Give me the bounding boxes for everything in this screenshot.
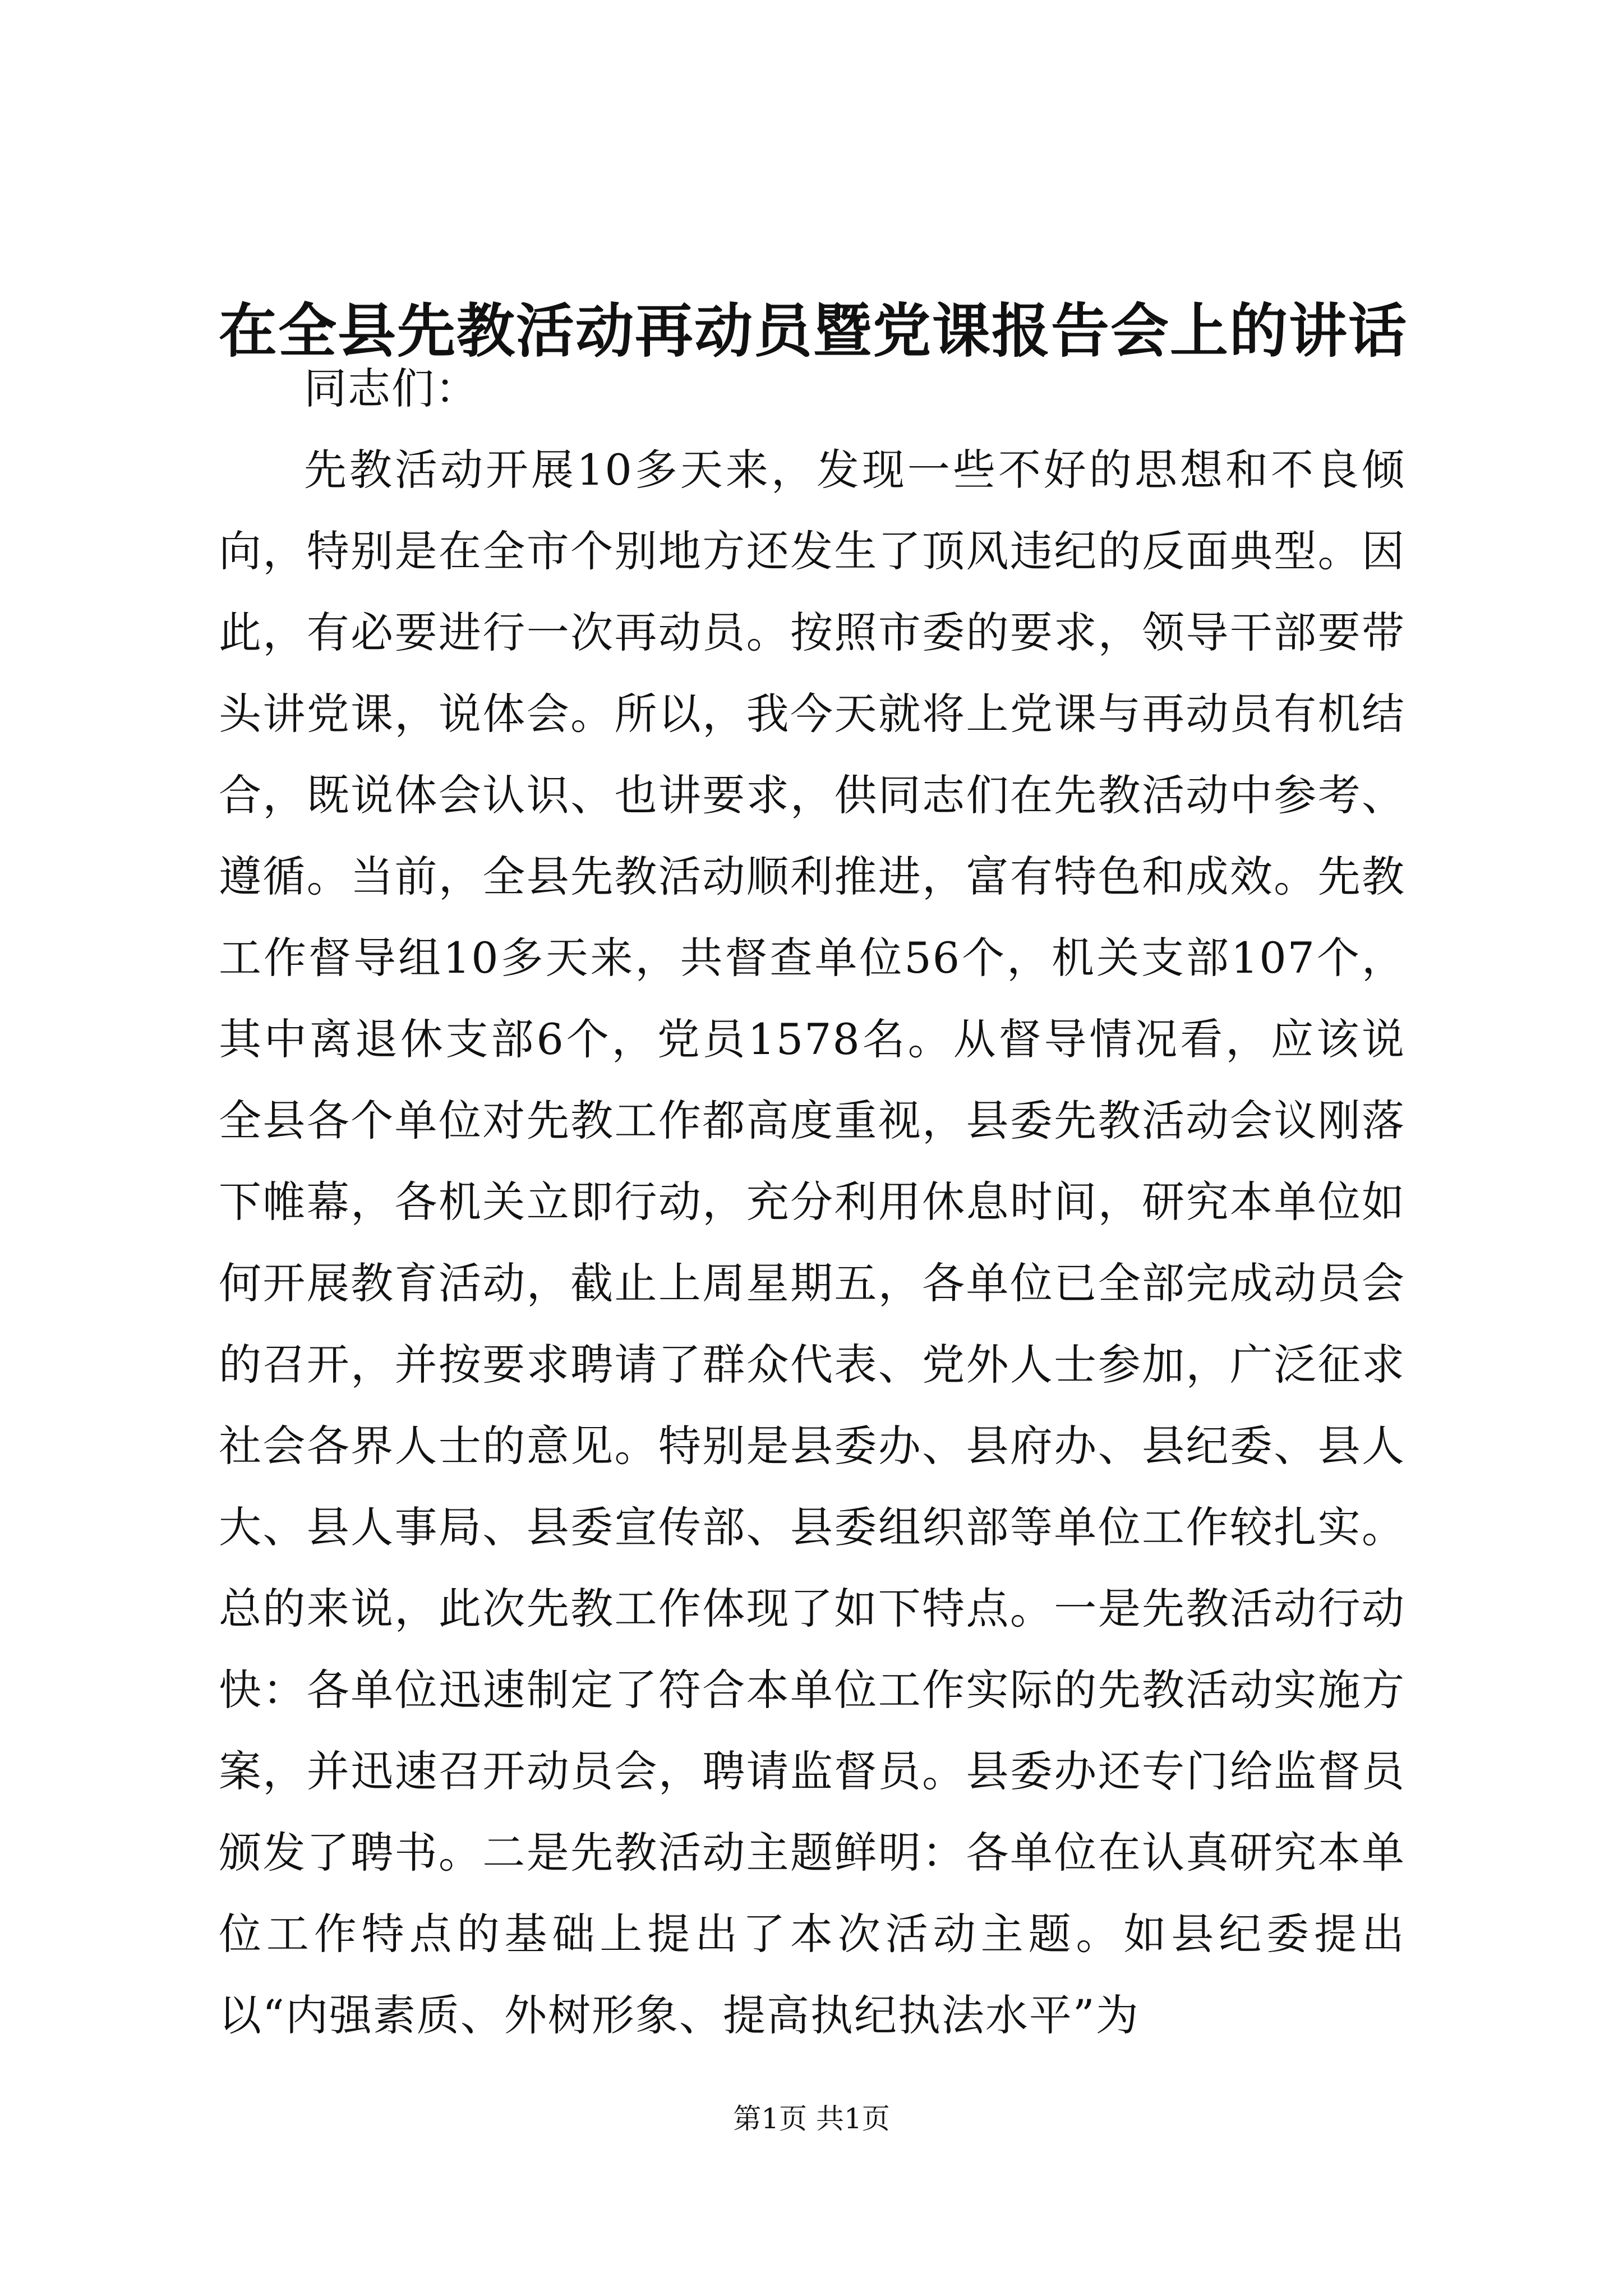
document-body	[219, 348, 1405, 2056]
body-paragraph: 先教活动开展10多天来，发现一些不好的思想和不良倾向，特别是在全市个别地方还发生了顶风违纪的反面典型。因此，有必要进行一次再动员。按照市委的要求，领导干部要带头讲党课，说体会。所以，我今天就将上党课与再动员有机结合，既说体会认识、也讲要求，供同志们在先教活动中参考、遵循。当前，全县先教活动顺利推进，富有特色和成效。先教工作督导组10多天来，共督查单位56个，机关支部107个，其中离退休支部6个，党员1578名。从督导情况看，应该说全县各个单位对先教工作都高度重视，县委先教活动会议刚落下帷幕，各机关立即行动，充分利用休息时间，研究本单位如何开展教育活动，截止上周星期五，各单位已全部完成动员会的召开，并按要求聘请了群众代表、党外人士参加，广泛征求社会各界人士的意见。特别是县委办、县府办、县纪委、县人大、县人事局、县委宣传部、县委组织部等单位工作较扎实。总的来说，此次先教工作体现了如下特点。一是先教活动行动快：各单位迅速制定了符合本单位工作实际的先教活动实施方案，并迅速召开动员会，聘请监督员。县委办还专门给监督员颁发了聘书。二是先教活动主题鲜明：各单位在认真研究本单位工作特点的基础上提出了本次活动主题。如县纪委提出以“内强素质、外树形象、提高执纪执法水平”为	[219, 445, 1405, 2040]
document-title: 在全县先教活动再动员暨党课报告会上的讲话	[219, 296, 1408, 365]
page-footer: 第1页 共1页	[733, 2102, 890, 2135]
salutation: 同志们：	[304, 364, 479, 413]
